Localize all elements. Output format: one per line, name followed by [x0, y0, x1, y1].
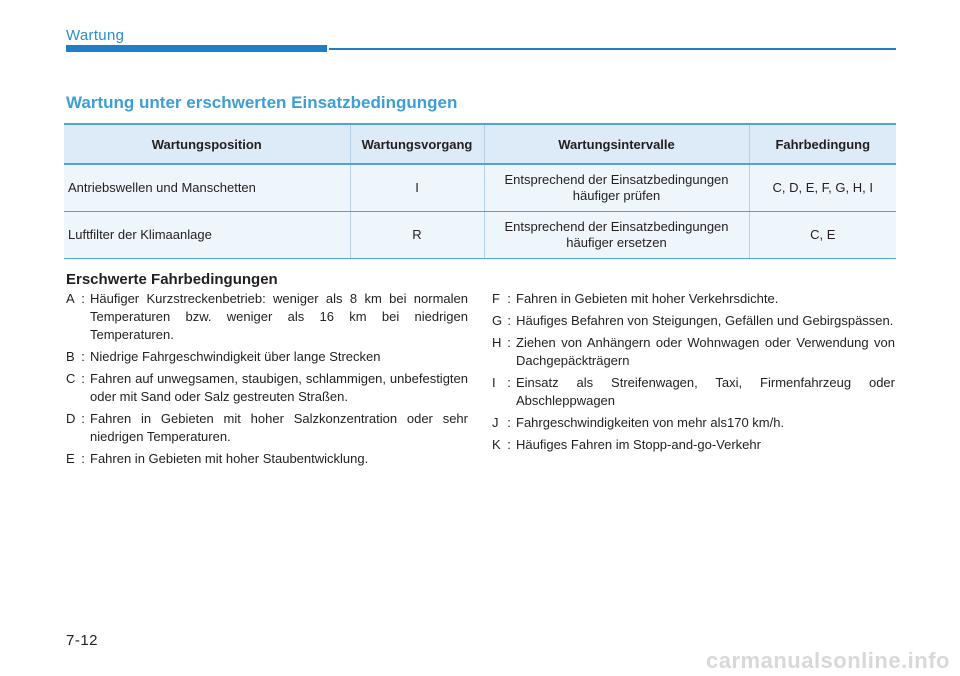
- item-text: Fahren auf unwegsamen, staubigen, schlammigen, unbefestigten oder mit Sand oder Salz gestreuten Straßen.: [90, 371, 468, 404]
- table-cell: Luftfilter der Klimaanlage: [64, 212, 350, 259]
- list-item: E : Fahren in Gebieten mit hoher Staubentwicklung.: [66, 450, 468, 468]
- item-text: Fahrgeschwindigkeiten von mehr als170 km/h.: [516, 415, 785, 430]
- item-text: Fahren in Gebieten mit hoher Salzkonzentration oder sehr niedrigen Temperaturen.: [90, 411, 468, 444]
- column-header: Wartungsposition: [64, 124, 350, 164]
- table-cell: Entsprechend der Einsatzbedingungen häufiger prüfen: [484, 164, 749, 212]
- item-key: G: [492, 313, 503, 328]
- table-row: [64, 164, 896, 212]
- maintenance-table: [64, 123, 896, 259]
- table-cell: C, E: [749, 212, 896, 259]
- item-key: A: [66, 291, 75, 306]
- watermark: carmanualsonline.info: [706, 648, 950, 673]
- item-key: F: [492, 291, 500, 306]
- item-text: Einsatz als Streifenwagen, Taxi, Firmenfahrzeug oder Abschleppwagen: [516, 375, 895, 408]
- table-cell: C, D, E, F, G, H, I: [749, 164, 896, 212]
- table-cell: Antriebswellen und Manschetten: [64, 164, 350, 212]
- table-cell: Entsprechend der Einsatzbedingungen häufiger ersetzen: [484, 212, 749, 259]
- column-header: Fahrbedingung: [749, 124, 896, 164]
- list-item: K : Häufiges Fahren im Stopp-and-go-Verkehr: [492, 436, 895, 454]
- column-header: Wartungsintervalle: [484, 124, 749, 164]
- list-item: C : Fahren auf unwegsamen, staubigen, schlammigen, unbefestigten oder mit Sand oder Salz gestreuten Straßen.: [66, 371, 468, 404]
- item-key: C: [66, 371, 76, 386]
- conditions-list-left: [66, 290, 468, 472]
- list-item: F : Fahren in Gebieten mit hoher Verkehrsdichte.: [492, 290, 895, 308]
- item-text: Häufiges Fahren im Stopp-and-go-Verkehr: [516, 437, 761, 452]
- item-text: Niedrige Fahrgeschwindigkeit über lange Strecken: [90, 349, 381, 364]
- item-key: J: [492, 415, 499, 430]
- item-key: B: [66, 349, 75, 364]
- list-item: A : Häufiger Kurzstreckenbetrieb: weniger als 8 km bei normalen Temperaturen bzw. weniger als 16 km bei niedrigen Temperaturen.: [66, 291, 468, 342]
- list-item: J : Fahrgeschwindigkeiten von mehr als170 km/h.: [492, 414, 895, 432]
- item-text: Fahren in Gebieten mit hoher Staubentwicklung.: [90, 451, 369, 466]
- item-key: H: [492, 335, 502, 350]
- header-bar-thick: [66, 45, 327, 52]
- page-heading: Wartung unter erschwerten Einsatzbedingungen: [66, 93, 458, 112]
- header-bar-thin: [329, 48, 896, 50]
- table-cell: R: [350, 212, 484, 259]
- item-key: K: [492, 437, 501, 452]
- item-text: Häufiges Befahren von Steigungen, Gefällen und Gebirgspässen.: [516, 313, 894, 328]
- list-item: G : Häufiges Befahren von Steigungen, Gefällen und Gebirgspässen.: [492, 313, 894, 328]
- table-header-row: [64, 124, 896, 164]
- item-key: D: [66, 411, 76, 426]
- item-key: E: [66, 451, 75, 466]
- page-number: 7-12: [66, 632, 99, 649]
- item-key: I: [492, 375, 496, 390]
- list-item: B : Niedrige Fahrgeschwindigkeit über lange Strecken: [66, 348, 468, 366]
- column-header: Wartungsvorgang: [350, 124, 484, 164]
- table-cell: I: [350, 164, 484, 212]
- list-item: H : Ziehen von Anhängern oder Wohnwagen oder Verwendung von Dachgepäckträgern: [492, 335, 895, 368]
- conditions-title: Erschwerte Fahrbedingungen: [66, 271, 278, 288]
- list-item: I : Einsatz als Streifenwagen, Taxi, Firmenfahrzeug oder Abschleppwagen: [492, 375, 895, 408]
- list-item: D : Fahren in Gebieten mit hoher Salzkonzentration oder sehr niedrigen Temperaturen.: [66, 411, 468, 444]
- section-label: Wartung: [66, 27, 125, 44]
- item-text: Häufiger Kurzstreckenbetrieb: weniger als 8 km bei normalen Temperaturen bzw. weniger als 16 km bei niedrigen Temperaturen.: [90, 291, 468, 342]
- item-text: Ziehen von Anhängern oder Wohnwagen oder Verwendung von Dachgepäckträgern: [516, 335, 895, 368]
- item-text: Fahren in Gebieten mit hoher Verkehrsdichte.: [516, 291, 779, 306]
- conditions-list-right: [492, 290, 895, 458]
- table-row: [64, 212, 896, 259]
